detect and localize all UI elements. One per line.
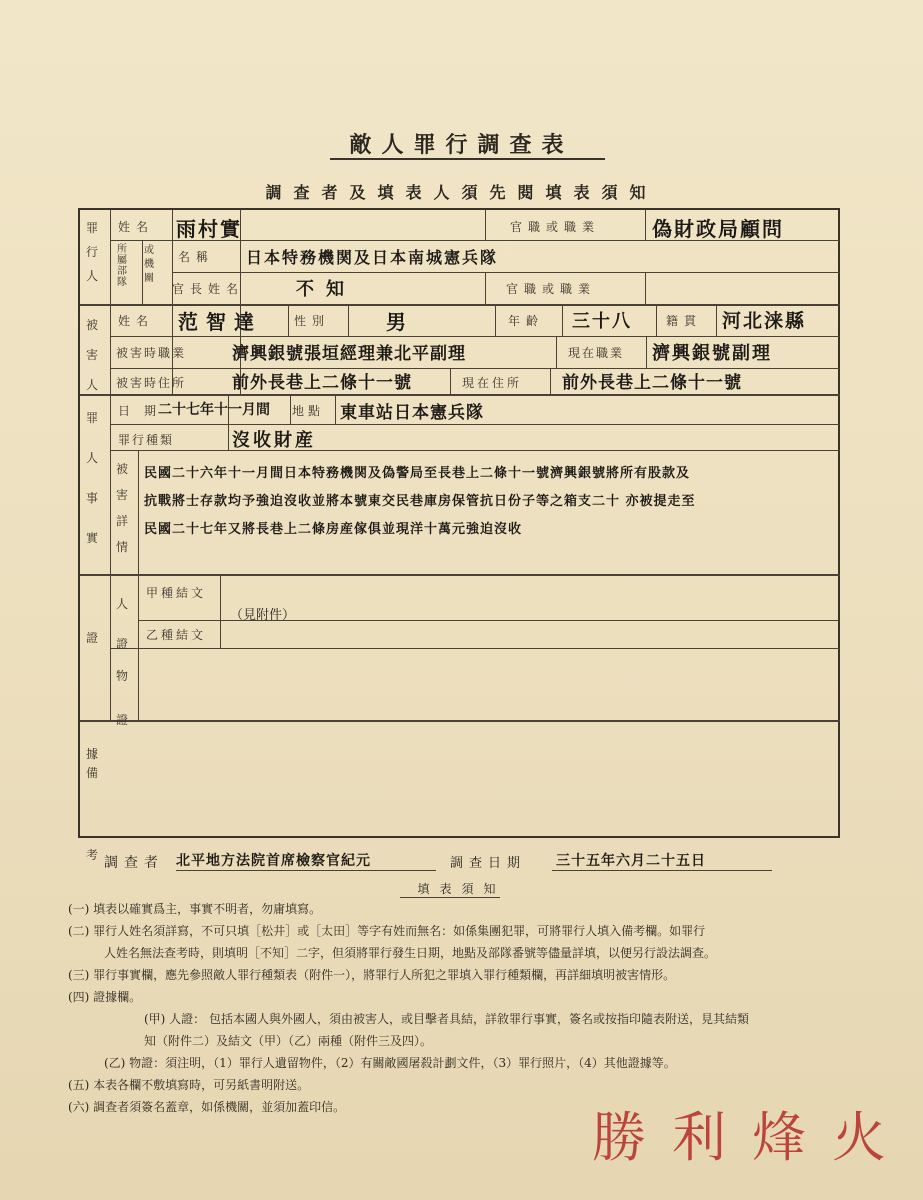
row-rule bbox=[110, 450, 840, 451]
instruction-line: 知（附件二）及結文（甲）（乙）兩種（附件三及四）。 bbox=[144, 1034, 433, 1048]
instruction-line: (六) 調查者須簽名蓋章，如係機關，並須加蓋印信。 bbox=[68, 1100, 346, 1114]
victim-job-now-label: 現在職業 bbox=[568, 346, 625, 360]
offender-official-label: 官職或職業 bbox=[510, 220, 601, 234]
victim-addr-then-label: 被害時住所 bbox=[116, 376, 187, 390]
col-rule bbox=[485, 210, 486, 240]
facts-date-label: 日期 bbox=[118, 404, 171, 418]
victim-job-then-label: 被害時職業 bbox=[116, 346, 187, 360]
instruction-line: (乙) 物證：須注明，（1）罪行人遺留物件，（2）有關敵國屠殺計劃文件，（3）罪行照片，（4）其他證據等。 bbox=[104, 1056, 676, 1070]
col-rule bbox=[290, 394, 291, 424]
facts-detail-line-3: 民國二十七年又將長巷上二條房産傢俱並現洋十萬元強迫沒收 bbox=[144, 522, 523, 537]
offender-name-label: 姓名 bbox=[118, 220, 155, 234]
evidence-group-label: 證 據 bbox=[86, 631, 99, 761]
col-rule bbox=[288, 304, 289, 336]
col-rule bbox=[335, 394, 336, 424]
col-rule bbox=[716, 304, 717, 336]
form-title: 敵人罪行調查表 bbox=[349, 132, 574, 158]
chief-official-label: 官職或職業 bbox=[506, 282, 597, 296]
victim-addr-now-label: 現在住所 bbox=[462, 376, 523, 390]
unit-name-label: 名稱 bbox=[178, 250, 215, 264]
row-rule bbox=[80, 574, 840, 576]
unit-label-right: 或 機 關 bbox=[144, 245, 156, 284]
victim-origin-label: 籍貫 bbox=[666, 314, 703, 328]
witness-label: 人 證 bbox=[116, 597, 129, 651]
instruction-line: (一) 填表以確實爲主，事實不明者，勿庸填寫。 bbox=[68, 902, 322, 916]
col-rule bbox=[450, 368, 451, 394]
victim-addr-now-value: 前外長巷上二條十一號 bbox=[562, 373, 742, 393]
heading-underline bbox=[400, 897, 500, 898]
victim-age-label: 年齡 bbox=[508, 314, 545, 328]
col-rule bbox=[172, 210, 173, 394]
row-rule bbox=[80, 720, 840, 722]
offender-group-label: 罪 行 人 bbox=[86, 221, 99, 283]
facts-detail-label: 被 害 詳 情 bbox=[116, 462, 129, 554]
victim-name-value: 范智達 bbox=[178, 310, 262, 334]
watermark-stamp: 勝利烽火 bbox=[592, 1106, 912, 1169]
facts-detail-line-2: 抗戰將士存款均予強迫沒收並將本號東交民巷庫房保管抗日份子等之箱支二十 亦被提走至 bbox=[144, 494, 696, 509]
col-rule bbox=[656, 304, 657, 336]
col-rule bbox=[220, 574, 221, 648]
affidavit-b-label: 乙種結文 bbox=[146, 628, 207, 642]
date-line bbox=[552, 870, 772, 871]
victim-age-value: 三十八 bbox=[572, 311, 632, 332]
chief-name-label: 官長姓名 bbox=[172, 282, 245, 296]
facts-kind-value: 沒收財産 bbox=[232, 430, 316, 451]
investigation-date-value: 三十五年六月二十五日 bbox=[556, 853, 706, 869]
facts-place-label: 地點 bbox=[292, 404, 325, 418]
col-rule bbox=[348, 304, 349, 336]
col-rule bbox=[646, 336, 647, 368]
col-rule bbox=[142, 240, 143, 304]
col-rule bbox=[645, 272, 646, 304]
victim-origin-value: 河北涞縣 bbox=[722, 310, 807, 332]
col-rule bbox=[138, 450, 139, 574]
col-rule bbox=[550, 368, 551, 394]
unit-name-value: 日本特務機関及日本南城憲兵隊 bbox=[246, 248, 499, 267]
col-rule bbox=[485, 272, 486, 304]
col-rule bbox=[138, 574, 139, 720]
offender-name-value: 雨村實 bbox=[176, 217, 242, 241]
facts-kind-label: 罪行種類 bbox=[118, 433, 175, 447]
investigator-line bbox=[176, 870, 436, 871]
physical-evidence-label: 物 證 bbox=[116, 669, 129, 727]
victim-job-then-value: 濟興銀號張垣經理兼北平副理 bbox=[232, 344, 466, 364]
row-rule bbox=[80, 394, 840, 396]
victim-sex-value: 男 bbox=[386, 310, 408, 334]
facts-group-label: 罪 人 事 實 bbox=[86, 411, 99, 545]
row-rule bbox=[110, 336, 840, 337]
instruction-line: (四) 證據欄。 bbox=[68, 990, 142, 1004]
col-rule bbox=[495, 304, 496, 336]
form-subtitle: 調查者及填表人須先閱填表須知 bbox=[265, 183, 658, 202]
investigation-date-label: 調查日期 bbox=[450, 856, 527, 871]
facts-place-value: 東車站日本憲兵隊 bbox=[340, 403, 484, 423]
unit-label-left: 所 屬 部 隊 bbox=[117, 244, 129, 288]
instructions-heading: 填表須知 bbox=[417, 882, 506, 896]
victim-addr-then-value: 前外長巷上二條十一號 bbox=[232, 373, 412, 393]
victim-job-now-value: 濟興銀號副理 bbox=[652, 343, 772, 364]
victim-group-label: 被 害 人 bbox=[86, 318, 99, 392]
victim-name-label: 姓名 bbox=[118, 314, 155, 328]
attachment-note: （見附件） bbox=[230, 608, 296, 623]
investigator-label: 調查者 bbox=[104, 855, 164, 871]
victim-sex-label: 性別 bbox=[294, 314, 331, 328]
affidavit-a-label: 甲種結文 bbox=[146, 586, 207, 600]
facts-date-value: 二十七年十一月間 bbox=[158, 402, 270, 418]
title-underline bbox=[330, 158, 605, 160]
instruction-line: (甲) 人證： 包括本國人與外國人，須由被害人，或目擊者具結，詳敘罪行事實，簽名或按指印隨表附送，見其結類 bbox=[144, 1012, 749, 1026]
row-rule bbox=[172, 272, 840, 273]
col-rule bbox=[562, 304, 563, 336]
offender-official-value: 偽財政局顧問 bbox=[652, 217, 784, 241]
facts-detail-line-1: 民國二十六年十一月間日本特務機関及偽警局至長巷上二條十一號濟興銀號將所有股款及 bbox=[144, 466, 691, 481]
instruction-line: (二) 罪行人姓名須詳寫，不可只填［松井］或［太田］等字有姓而無名：如係集團犯罪，可將罪行人填入備考欄。如罪行 bbox=[68, 924, 706, 938]
row-rule bbox=[110, 424, 840, 425]
col-rule bbox=[556, 336, 557, 368]
investigator-value: 北平地方法院首席檢察官紀元 bbox=[176, 853, 371, 869]
col-rule bbox=[110, 210, 111, 720]
instruction-line: 人姓名無法查考時，則填明［不知］二字，但須將罪行發生日期，地點及部隊番號等儘量詳填，以便另行設法調查。 bbox=[104, 946, 717, 960]
row-rule bbox=[110, 648, 840, 649]
chief-name-value: 不知 bbox=[296, 279, 356, 300]
remarks-label: 備 考 bbox=[86, 766, 99, 862]
col-rule bbox=[645, 210, 646, 240]
instruction-line: (三) 罪行事實欄，應先參照敵人罪行種類表（附件一），將罪行人所犯之罪填入罪行種類欄，再詳細填明被害情形。 bbox=[68, 968, 676, 982]
instruction-line: (五) 本表各欄不敷填寫時，可另紙書明附送。 bbox=[68, 1078, 310, 1092]
